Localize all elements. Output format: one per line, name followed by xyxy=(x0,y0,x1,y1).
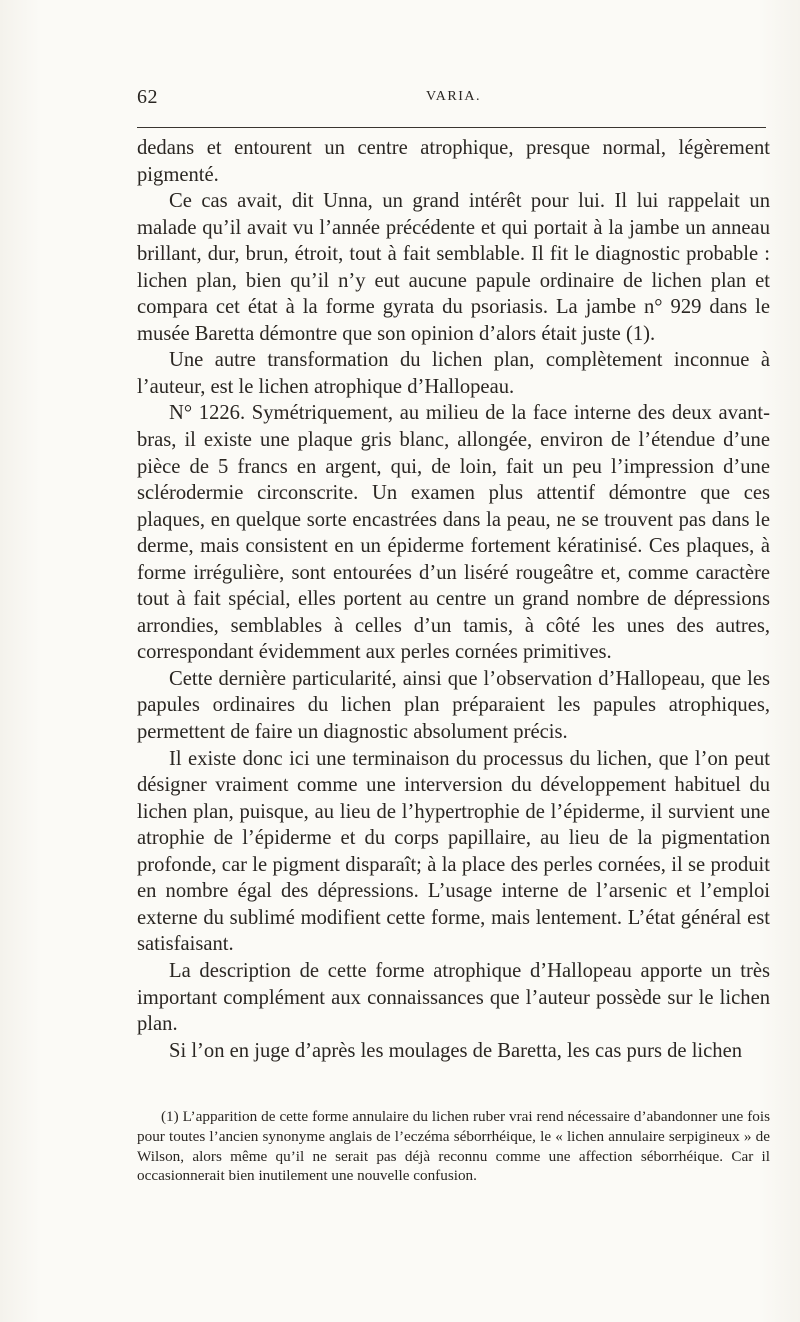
paragraph: Une autre transformation du lichen plan, complètement inconnue à l’auteur, est le lichen atrophique d’Hallopeau. xyxy=(137,349,770,398)
paragraph: Si l’on en juge d’après les moulages de Baretta, les cas purs de lichen xyxy=(169,1039,743,1062)
running-head: VARIA. xyxy=(426,89,482,104)
paragraph: Ce cas avait, dit Unna, un grand intérêt pour lui. Il lui rappelait un malade qu’il avait vu l’année précédente et qui portait à la jambe un anneau brillant, dur, brun, étroit, tout à fait semblable. Il fit le diagnostic probable : lichen plan, bien qu’il n’y eut aucune papule ordinaire de lichen plan et compara cet état à la forme gyrata du psoriasis. La jambe n° 929 dans le musée Baretta démontre que son opinion d’alors était juste (1). xyxy=(137,190,770,345)
paragraph: dedans et entourent un centre atrophique, presque normal, légèrement pigmenté. xyxy=(137,137,770,186)
footnote xyxy=(137,1107,770,1186)
main-text xyxy=(137,135,770,1064)
paragraph: Cette dernière particularité, ainsi que l’observation d’Hallopeau, que les papules ordinaires du lichen plan préparaient les papules atrophiques, permettent de faire un diagnostic absolument précis. xyxy=(137,667,770,744)
page-number: 62 xyxy=(137,86,158,108)
footnote-text: (1) L’apparition de cette forme annulaire du lichen ruber vrai rend nécessaire d’abandonner une fois pour toutes l’ancien synonyme anglais de l’eczéma séborrhéique, le « lichen annulaire serpigineux » de Wilson, alors même qu’il ne serait pas déjà reconnu comme une affection séborrhéique. Car il occasionnerait bien inutilement une nouvelle confusion. xyxy=(137,1108,770,1185)
paragraph: La description de cette forme atrophique d’Hallopeau apporte un très important complément aux connaissances que l’auteur possède sur le lichen plan. xyxy=(137,959,770,1036)
paragraph: Il existe donc ici une terminaison du processus du lichen, que l’on peut désigner vraiment comme une interversion du développement habituel du lichen plan, puisque, au lieu de l’hypertrophie de l’épiderme, il survient une atrophie de l’épiderme et du corps papillaire, au lieu de la pigmentation profonde, car le pigment disparaît; à la place des perles cornées, il se produit en nombre égal des dépressions. L’usage interne de l’arsenic et l’emploi externe du sublimé modifient cette forme, mais lentement. L’état général est satisfaisant. xyxy=(137,747,770,956)
paragraph: N° 1226. Symétriquement, au milieu de la face interne des deux avant-bras, il existe une plaque gris blanc, allongée, environ de l’étendue d’une pièce de 5 francs en argent, qui, de loin, fait un peu l’impression d’une sclérodermie circonscrite. Un examen plus attentif démontre que ces plaques, en quelque sorte encastrées dans la peau, ne se trouvent pas dans le derme, mais consistent en un épiderme fortement kératinisé. Ces plaques, à forme irrégulière, sont entourées d’un liséré rougeâtre et, comme caractère tout à fait spécial, elles portent au centre un grand nombre de dépressions arrondies, semblables à celles d’un tamis, à côté les unes des autres, correspondant évidemment aux perles cornées primitives. xyxy=(137,402,770,664)
page-header xyxy=(137,86,766,112)
header-rule xyxy=(137,127,766,128)
